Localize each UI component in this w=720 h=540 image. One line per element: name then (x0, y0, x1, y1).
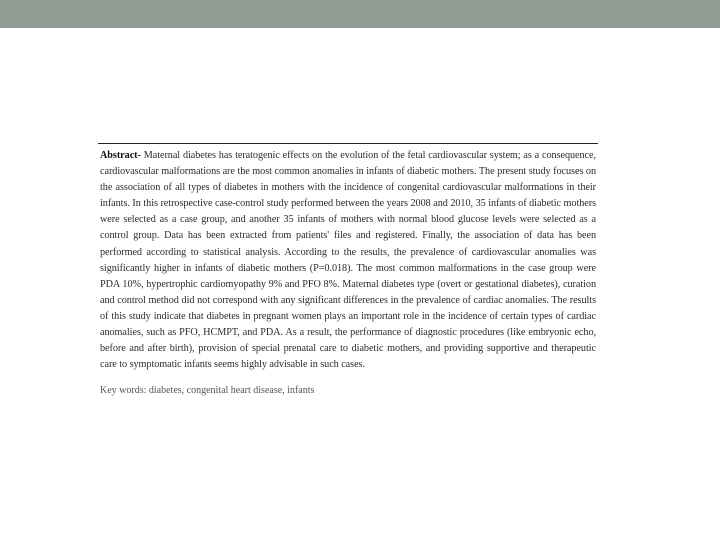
abstract-label: Abstract- (100, 150, 141, 161)
abstract-body: Maternal diabetes has teratogenic effects on the evolution of the fetal cardiovascular system; as a consequence, cardiovascular malformations are the most common anomalies in infants of diabetic mothers. The present study focuses on the association of all types of diabetes in mothers with the incidence of congenital cardiovascular malformations in their infants. In this retrospective case-control study performed between the years 2008 and 2010, 35 infants of diabetic mothers were selected as a case group, and another 35 infants of mothers with normal blood glucose levels were selected as a control group. Data has been extracted from patients' files and registered. Finally, the association of data has been performed according to statistical analysis. According to the results, the prevalence of cardiovascular anomalies was significantly higher in infants of diabetic mothers (P=0.018). The most common malformations in the case group were PDA 10%, hypertrophic cardiomyopathy 9% and PFO 8%. Maternal diabetes type (overt or gestational diabetes), curation and control method did not correspond with any significant differences in the prevalence of cardiac anomalies. The results of this study indicate that diabetes in pregnant women plays an important role in the incidence of certain types of cardiac anomalies, such as PFO, HCMPT, and PDA. As a result, the performance of diagnostic procedures (like embryonic echo, before and after birth), provision of special prenatal care to diabetic mothers, and providing supportive and therapeutic care to symptomatic infants seems highly advisable in such cases. (100, 150, 596, 371)
cutoff-text-fragment: Key words: diabetes, congenital heart disease, infants (100, 385, 315, 396)
top-rule (98, 143, 598, 144)
abstract-image (98, 140, 598, 396)
top-bar (0, 0, 720, 28)
abstract-paragraph (100, 148, 596, 373)
